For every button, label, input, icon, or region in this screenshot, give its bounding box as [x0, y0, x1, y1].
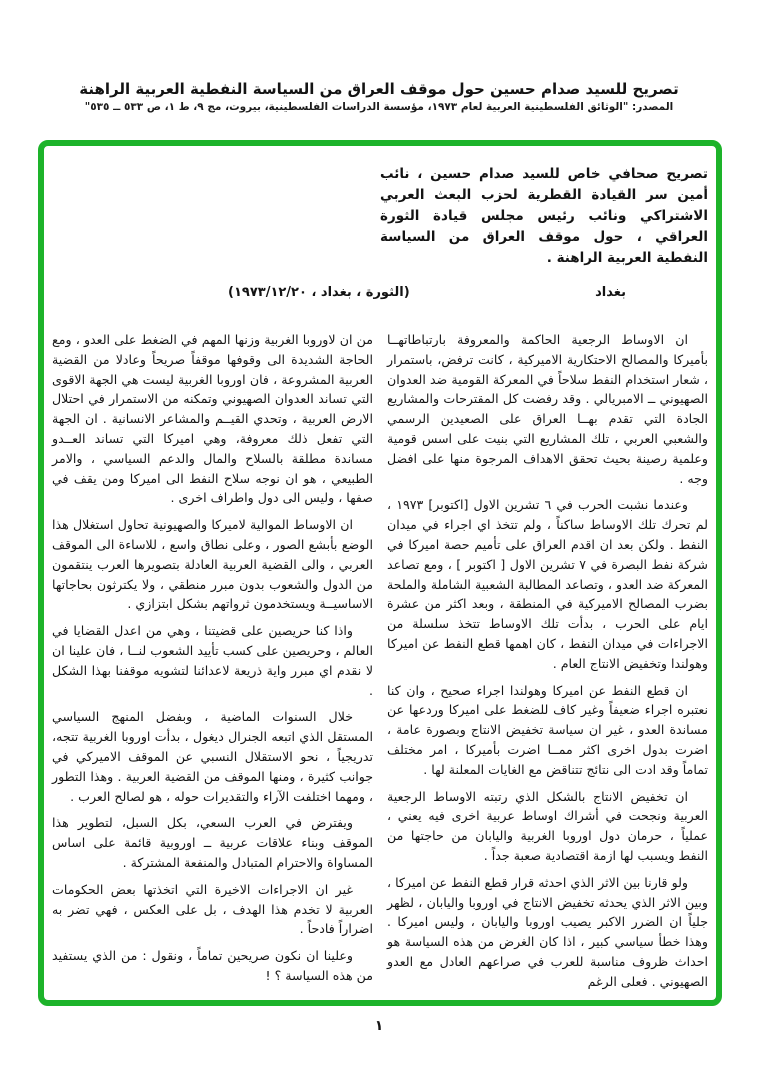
source-citation-line: المصدر: "الوثائق الفلسطينية العربية لعام ١٩٧٣، مؤسسة الدراسات الفلسطينية، بيروت، مج ٩، ط ١، ص ٥٣٣ ــ ٥٣٥": [84, 101, 674, 113]
body-paragraph: وعلينا ان نكون صريحين تماماً ، ونقول : من الذي يستفيد من هذه السياسة ؟ !: [52, 948, 373, 983]
document-title: تصريح للسيد صدام حسين حول موقف العراق من السياسة النفطية العربية الراهنة: [79, 80, 679, 99]
column-right: [387, 330, 708, 999]
body-paragraph: ان الاوساط الموالية لاميركا والصهيونية تحاول استغلال هذا الوضع بأبشع الصور ، وعلى نطاق واسع ، للاساءة الى الموقف العربي ، والى القضية العربية العادلة بتصويرها العرب ينتقمون من الدول والشعوب بدون مبرر منطقي ، ولا يكترثون بحاجاتها الاساسيــة ويستخدمون ثرواتهم بشكل ابتزازي .: [52, 517, 373, 612]
body-paragraph: من ان لاوروبا الغربية وزنها المهم في الضغط على العدو ، ومع الحاجة الشديدة الى وقوفها موقفاً صريحاً وعادلا من القضية العربية المشروعة ، فان اوروبا الغربية ليست هي الجهة الاقوى التي تساند العدوان الصهيوني وتمكنه من الاستمرار في احتلال الارض العربية ، وتحدي القيــم والمشاعر الانسانية . ان الجهة التي تفعل ذلك معروفة، وهي اميركا التي تساند العــدو مساندة مطلقة بالسلاح والمال والدعم السياسي ، والامر الطبيعي ، هو ان نوجه سلاح النفط الى اميركا ومن يقف في صفها ، وليس الى دول واطراف اخرى .: [52, 332, 373, 506]
column-left: [52, 330, 373, 999]
dateline-citation: (الثورة ، بغداد ، ١٩٧٣/١٢/٢٠): [228, 285, 410, 300]
two-column-body: [52, 330, 708, 999]
body-paragraph: واذا كنا حريصين على قضيتنا ، وهي من اعدل القضايا في العالم ، وحريصين على كسب تأييد الشعوب لنــا ، فان علينا ان لا نقدم اي مبرر واية ذريعة لاعدائنا لتشويه موقفنا بهذا الشكل .: [52, 623, 373, 698]
body-paragraph: ان الاوساط الرجعية الحاكمة والمعروفة بارتباطاتهــا بأميركا والمصالح الاحتكارية الاميركية ، كانت ترفض، باستمرار ، شعار استخدام النفط سلاحاً في المعركة القومية ضد العدوان الصهيوني ــ الامبريالي . وقد رفضت كل المقترحات والمشاريع الجادة التي تقدم بهــا العراق على الصعيدين الرسمي والشعبي العربي ، تلك المشاريع التي بنيت على اسس قومية وعلمية رصينة بحيث تحقق الاهداف المرجوة منها على افضل وجه .: [387, 332, 708, 486]
body-paragraph: وعندما نشبت الحرب في ٦ تشرين الاول [اكتوبر] ١٩٧٣ ، لم تحرك تلك الاوساط ساكناً ، ولم تتخذ اي اجراء في ميدان النفط . ولكن بعد ان اقدم العراق على تأميم حصة اميركا في شركة نفط البصرة في ٧ تشرين الاول [ اكتوبر ] ، ومع تصاعد المعركة ضد العدو ، وتصاعد المطالبة الشعبية الشاملة والملحة بضرب المصالح الاميركية في المنطقة ، وبعد اكثر من عشرة ايام على الحرب ، بدأت تلك الاوساط تتخذ سلسلة من الاجراءات في ميدان النفط ، كان اهمها قطع النفط عن اميركا وهولندا وتخفيض الانتاج العام .: [387, 497, 708, 671]
body-paragraph: ان قطع النفط عن اميركا وهولندا اجراء صحيح ، وان كنا نعتبره اجراء ضعيفاً وغير كاف للضغط على اميركا وردعها عن مساندة العدو ، غير ان سياسة تخفيض الانتاج وبصورة عامة ، اضرت بدول اخرى اكثر ممــا اضرت بأميركا ، امر مختلف تماماً وقد ادت الى نتائج تتناقض مع الغايات المعلنة لها .: [387, 682, 708, 777]
statement-intro: تصريح صحافي خاص للسيد صدام حسين ، نائب أمين سر القيادة القطرية لحزب البعث العربي الاشتراكي ونائب رئيس مجلس قيادة الثورة العراقي ، حول موقف العراق من السياسة النفطية العربية الراهنة .: [380, 166, 708, 266]
dateline: [228, 285, 626, 300]
green-frame: [38, 140, 722, 1006]
body-paragraph: ان تخفيض الانتاج بالشكل الذي رتبته الاوساط الرجعية العربية ونجحت في أشراك اوساط عربية اخرى فيه يعني ، عملياً ، حرمان دول اوروبا الغربية واليابان من حاجتها من النفط ويسبب لها ازمة اقتصادية صعبة جداً .: [387, 788, 708, 863]
body-paragraph: ولو قارنا بين الاثر الذي احدثه قرار قطع النفط عن اميركا ، وبين الاثر الذي يحدثه تخفيض الانتاج في اوروبا واليابان ، لظهر جلياً ان الضرر الاكبر يصيب اوروبا واليابان ، وليس اميركا . وهذا خطأ سياسي كبير ، اذا كان الغرض من هذه السياسة هو احداث ظروف مناسبة للعرب في صراعهم العادل مع العدو الصهيوني . فعلى الرغم: [387, 874, 708, 989]
dateline-city: بغداد: [595, 285, 626, 300]
body-paragraph: خلال السنوات الماضية ، وبفضل المنهج السياسي المستقل الذي اتبعه الجنرال ديغول ، بدأت اوروبا الغربية تتجه، تدريجياً ، نحو الاستقلال النسبي عن الموقف الاميركي في جوانب كثيرة ، ومنها الموقف من القضية العربية . وهذا التطور ، ومهما اختلفت الآراء والتقديرات حوله ، هو لصالح العرب .: [52, 709, 373, 804]
body-paragraph: غير ان الاجراءات الاخيرة التي اتخذتها بعض الحكومات العربية لا تخدم هذا الهدف ، بل على العكس ، فهي تضر به اضراراً فادحاً .: [52, 881, 373, 937]
body-paragraph: ويفترض في العرب السعي، بكل السبل، لتطوير هذا الموقف وبناء علاقات عربية ــ اوروبية قائمة على اساس المساواة والاحترام المتبادل والمنفعة المشتركة .: [52, 815, 373, 870]
page-number: ١: [374, 1018, 384, 1034]
